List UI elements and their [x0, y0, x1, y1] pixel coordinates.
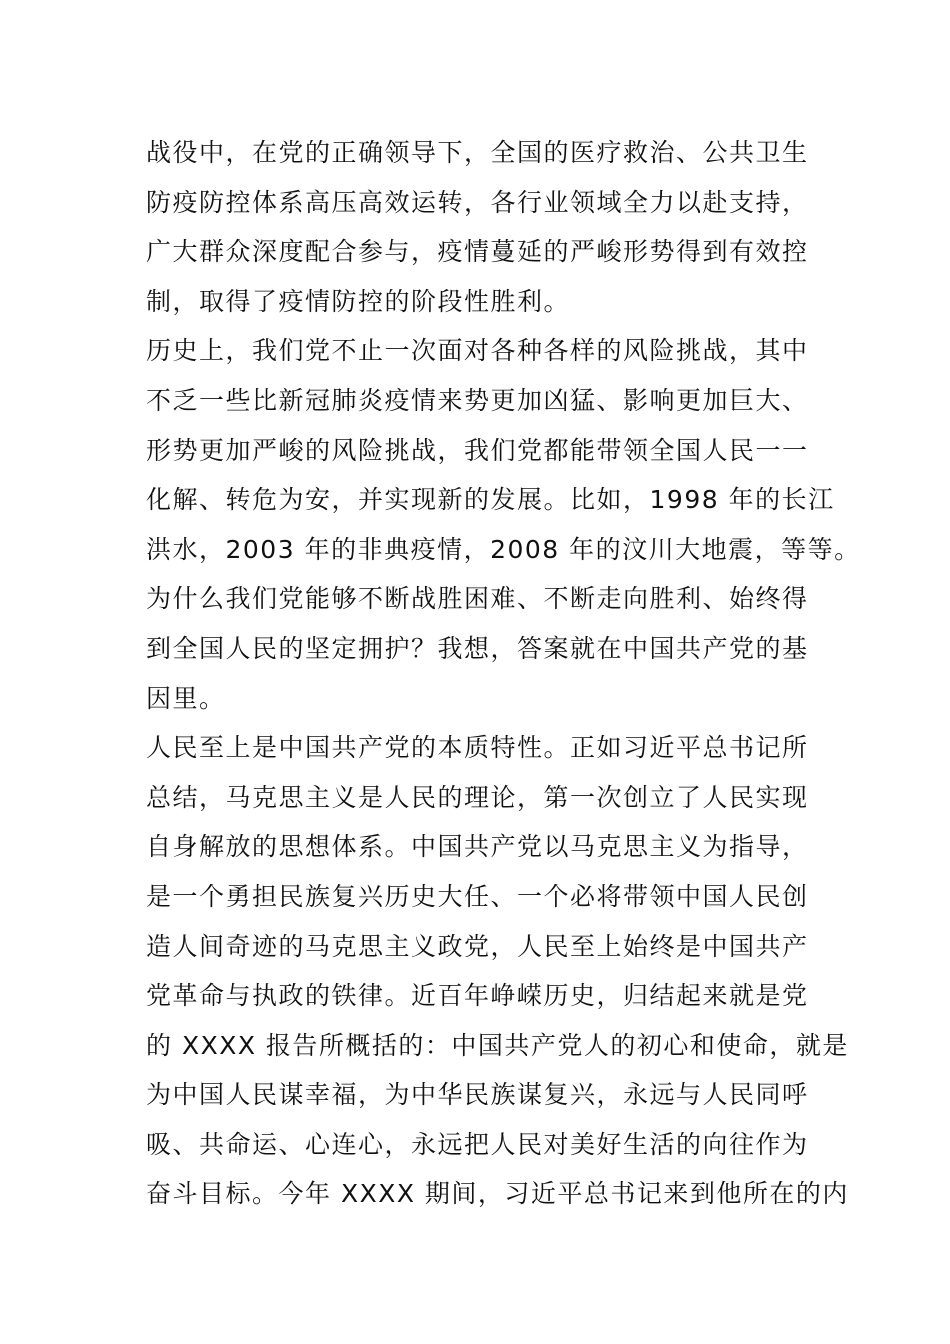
- text-line: 奋斗目标。今年 XXXX 期间，习近平总书记来到他所在的内: [146, 1179, 849, 1209]
- text-line: 广大群众深度配合参与，疫情蔓延的严峻形势得到有效控: [146, 237, 809, 267]
- text-line: 战役中，在党的正确领导下，全国的医疗救治、公共卫生: [146, 138, 809, 167]
- text-line: 自身解放的思想体系。中国共产党以马克思主义为指导，: [146, 832, 809, 862]
- body-text: [146, 128, 861, 1219]
- text-line: 防疫防控体系高压高效运转，各行业领域全力以赴支持，: [146, 187, 809, 217]
- text-line: 不乏一些比新冠肺炎疫情来势更加凶猛、影响更加巨大、: [146, 385, 809, 415]
- text-line: 形势更加严峻的风险挑战，我们党都能带领全国人民一一: [146, 435, 809, 465]
- text-line: 制，取得了疫情防控的阶段性胜利。: [146, 286, 571, 316]
- text-line: 是一个勇担民族复兴历史大任、一个必将带领中国人民创: [146, 881, 809, 911]
- text-line: 总结，马克思主义是人民的理论，第一次创立了人民实现: [146, 782, 809, 812]
- text-line: 到全国人民的坚定拥护？我想，答案就在中国共产党的基: [146, 633, 809, 663]
- text-line: 因里。: [146, 683, 226, 713]
- text-line: 洪水，2003 年的非典疫情，2008 年的汶川大地震，等等。: [146, 534, 861, 564]
- text-line: 历史上，我们党不止一次面对各种各样的风险挑战，其中: [146, 336, 809, 366]
- text-line: 党革命与执政的铁律。近百年峥嵘历史，归结起来就是党: [146, 981, 809, 1011]
- text-line: 为什么我们党能够不断战胜困难、不断走向胜利、始终得: [146, 584, 809, 614]
- text-line: 造人间奇迹的马克思主义政党，人民至上始终是中国共产: [146, 931, 809, 961]
- text-line: 吸、共命运、心连心，永远把人民对美好生活的向往作为: [146, 1129, 809, 1159]
- text-line: 的 XXXX 报告所概括的：中国共产党人的初心和使命，就是: [146, 1030, 849, 1060]
- text-line: 为中国人民谋幸福，为中华民族谋复兴，永远与人民同呼: [146, 1080, 809, 1110]
- text-line: 化解、转危为安，并实现新的发展。比如，1998 年的长江: [146, 485, 835, 515]
- text-line: 人民至上是中国共产党的本质特性。正如习近平总书记所: [146, 733, 809, 763]
